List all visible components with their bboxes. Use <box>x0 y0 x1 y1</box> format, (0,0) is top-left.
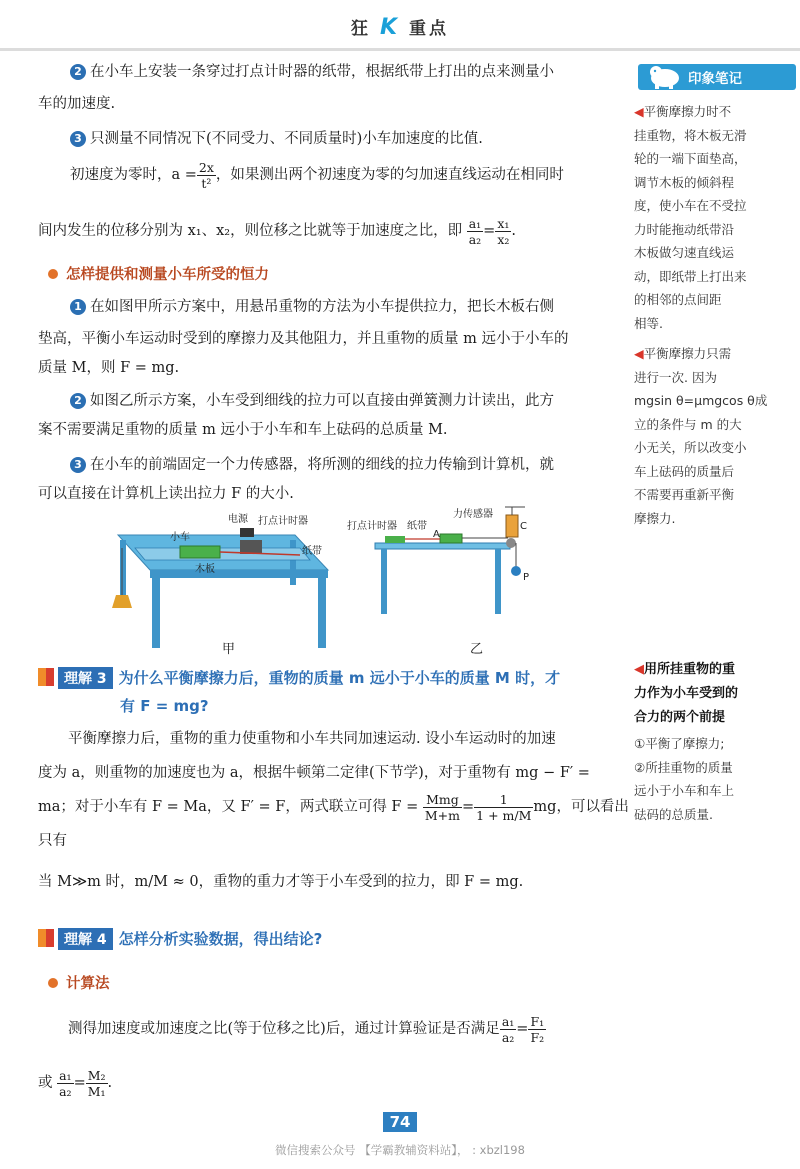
header-rule <box>0 48 800 51</box>
force-item-2: 2 如图乙所示方案，小车受到细线的拉力可以直接由弹簧测力计读出，此方 <box>70 384 635 418</box>
table-edge <box>150 570 328 578</box>
figure-a-caption: 甲 <box>222 642 236 657</box>
understand-badge: 理解 3 <box>58 667 113 689</box>
label-timer: 打点计时器 <box>258 516 308 527</box>
label-tape: 纸带 <box>407 521 427 532</box>
fraction-x1-x2: $\frac{\text{x₁}}{\text{x₂}}$ <box>497 215 510 247</box>
fraction-a1-a2: $\frac{\text{a₁}}{\text{a₂}}$ <box>59 1067 72 1099</box>
numeral-badge: 3 <box>70 457 86 473</box>
item-3-paragraph: 3 只测量不同情况下(不同受力、不同质量时)小车加速度的比值. <box>70 122 630 156</box>
table-leg <box>381 549 387 614</box>
force-item-1-line3: 质量 M，则 F = mg. <box>38 360 180 376</box>
timer-device <box>385 536 405 543</box>
label-board: 木板 <box>195 564 215 575</box>
understand-4-heading: 理解 4 怎样分析实验数据，得出结论? <box>38 928 638 950</box>
footer-watermark: 微信搜索公众号 【学霸教辅资料站】， : xbzl198 <box>275 1143 525 1157</box>
table-top <box>375 543 510 549</box>
understand-3-heading: 理解 3 为什么平衡摩擦力后，重物的质量 m 远小于小车的质量 M 时，才 <box>38 667 638 689</box>
sidebar-note-3-heading: ◀用所挂重物的重 力作为小车受到的 合力的两个前提 <box>634 662 739 725</box>
numeral-badge: 3 <box>70 131 86 147</box>
label-c: C <box>520 521 527 532</box>
force-item-2-line2: 案不需要满足重物的质量 m 远小于小车和车上砝码的总质量 M. <box>38 422 448 438</box>
numeral-badge: 1 <box>70 299 86 315</box>
understand-3-heading-line2: 有 F = mg? <box>120 697 209 715</box>
force-item-3: 3 在小车的前端固定一个力传感器，将所测的细线的拉力传输到计算机，就 <box>70 448 635 482</box>
understand-4-body-l1: 测得加速度或加速度之比(等于位移之比)后，通过计算验证是否满足 $\frac{\text{a₁}}{\text{a₂}}$ = $\frac{\text{F₁}}{\text{F₂}}$ <box>68 1013 545 1045</box>
fraction-2x-t2: $\frac{2x}{\text{t²}}$ <box>198 159 214 191</box>
book-icon <box>38 929 54 947</box>
label-a: A <box>433 529 440 540</box>
force-item-1-line2: 垫高，平衡小车运动时受到的摩擦力及其他阻力，并且重物的质量 m 远小于小车的 <box>38 331 569 347</box>
figure-b-diagram <box>345 505 530 630</box>
fraction-a1-a2: $\frac{\text{a₁}}{\text{a₂}}$ <box>501 1013 515 1045</box>
fraction-m2-m1: $\frac{\text{M₂}}{\text{M₁}}$ <box>87 1067 106 1099</box>
elephant-icon <box>645 62 683 90</box>
force-item-3-line2: 可以直接在计算机上读出拉力 F 的大小. <box>38 486 294 502</box>
figure-a-diagram <box>100 510 340 655</box>
label-sensor: 力传感器 <box>453 509 493 520</box>
spring-scale <box>506 515 518 537</box>
acceleration-formula-line: 初速度为零时，a = $\frac{2x}{\text{t²}}$ ，如果测出两个初速度为零的匀加速直线运动在相同时 <box>70 159 564 191</box>
power-box <box>240 528 254 537</box>
book-icon <box>38 668 54 686</box>
sidebar-note-2: ◀平衡摩擦力只需 进行一次. 因为 mgsin θ=μmgcos θ成 立的条件与 m 的大 小无关，所以改变小 车上砝码的质量后 不需要再重新平衡 摩擦力. <box>634 346 768 526</box>
table-leg <box>152 578 160 648</box>
understand-3-body-l4: 当 M≫m 时，m/M ≈ 0，重物的重力才等于小车受到的拉力，即 F = mg. <box>38 874 524 890</box>
figure-b-caption: 乙 <box>470 642 484 657</box>
understand-4-body-l2: 或 $\frac{\text{a₁}}{\text{a₂}}$ = $\frac{\text{M₂}}{\text{M₁}}$ . <box>38 1067 113 1099</box>
force-item-1: 1 在如图甲所示方案中，用悬吊重物的方法为小车提供拉力，把长木板右侧 <box>70 290 635 324</box>
weight-p <box>511 566 521 576</box>
triangle-icon: ◀ <box>634 662 644 677</box>
sidebar-note-1: ◀平衡摩擦力时不 挂重物，将木板无滑 轮的一端下面垫高， 调节木板的倾斜程 度，使小车在不受拉 力时能拖动纸带沿 木板做匀速直线运 动，即纸带上打出来 的相邻的点间距 相等. <box>634 104 747 331</box>
fraction-f1-f2: $\frac{\text{F₁}}{\text{F₂}}$ <box>530 1013 545 1045</box>
numeral-badge: 2 <box>70 393 86 409</box>
displacement-ratio-line: 间内发生的位移分别为 x₁、x₂，则位移之比就等于加速度之比，即 $\frac{\text{a₁}}{\text{a₂}}$ = $\frac{\text{x₁}}{\text{x₂}}$ . <box>38 215 516 247</box>
section-heading-force: 怎样提供和测量小车所受的恒力 <box>48 263 269 284</box>
sidebar-note-3-items: ①平衡了摩擦力; ②所挂重物的质量 远小于小车和车上 砝码的总质量. <box>634 736 735 822</box>
table-leg <box>290 540 296 585</box>
fraction-mmg: $\frac{\text{Mmg}}{M+m}$ <box>424 791 460 823</box>
cart-with-sensor <box>440 534 462 543</box>
bullet-dot-icon <box>48 978 58 988</box>
understand-badge: 理解 4 <box>58 928 113 950</box>
fraction-one-over: $\frac{1}{1 + m/M}$ <box>476 791 532 823</box>
notes-banner-title: 印象笔记 <box>688 71 742 87</box>
label-cart: 小车 <box>170 532 190 543</box>
bullet-dot-icon <box>48 269 58 279</box>
book-header: 狂 K 重点 <box>351 15 449 40</box>
triangle-icon: ◀ <box>634 104 644 119</box>
timer-device <box>240 540 262 554</box>
numeral-badge: 2 <box>70 64 86 80</box>
understand-3-body-l2: 度为 a，则重物的加速度也为 a，根据牛顿第二定律(下节学)，对于重物有 mg − F′ = <box>38 765 590 781</box>
fraction-a1-a2: $\frac{\text{a₁}}{\text{a₂}}$ <box>468 215 482 247</box>
pulley <box>506 538 516 548</box>
item-2-continued: 车的加速度. <box>38 96 116 112</box>
table-leg <box>495 549 501 614</box>
label-tape: 纸带 <box>302 546 322 557</box>
cart <box>180 546 220 558</box>
understand-3-body-l1: 平衡摩擦力后，重物的重力使重物和小车共同加速运动. 设小车运动时的加速 <box>68 731 556 747</box>
label-timer: 打点计时器 <box>347 521 397 532</box>
item-2-paragraph: 2 在小车上安装一条穿过打点计时器的纸带，根据纸带上打出的点来测量小 <box>70 55 630 89</box>
method-heading: 计算法 <box>48 972 110 993</box>
understand-3-body-l3: ma；对于小车有 F = Ma，又 F′ = F，两式联立可得 F = $\frac{\text{Mmg}}{M+m}$ = $\frac{1}{1 + m/M}$ mg，可以看出只有 <box>38 791 629 849</box>
label-p: P <box>523 572 530 583</box>
label-power: 电源 <box>228 514 248 525</box>
table-leg <box>318 578 326 648</box>
table-leg <box>120 540 126 600</box>
hanging-weight <box>112 595 132 608</box>
page-number: 74 <box>383 1112 417 1132</box>
triangle-icon: ◀ <box>634 346 644 361</box>
